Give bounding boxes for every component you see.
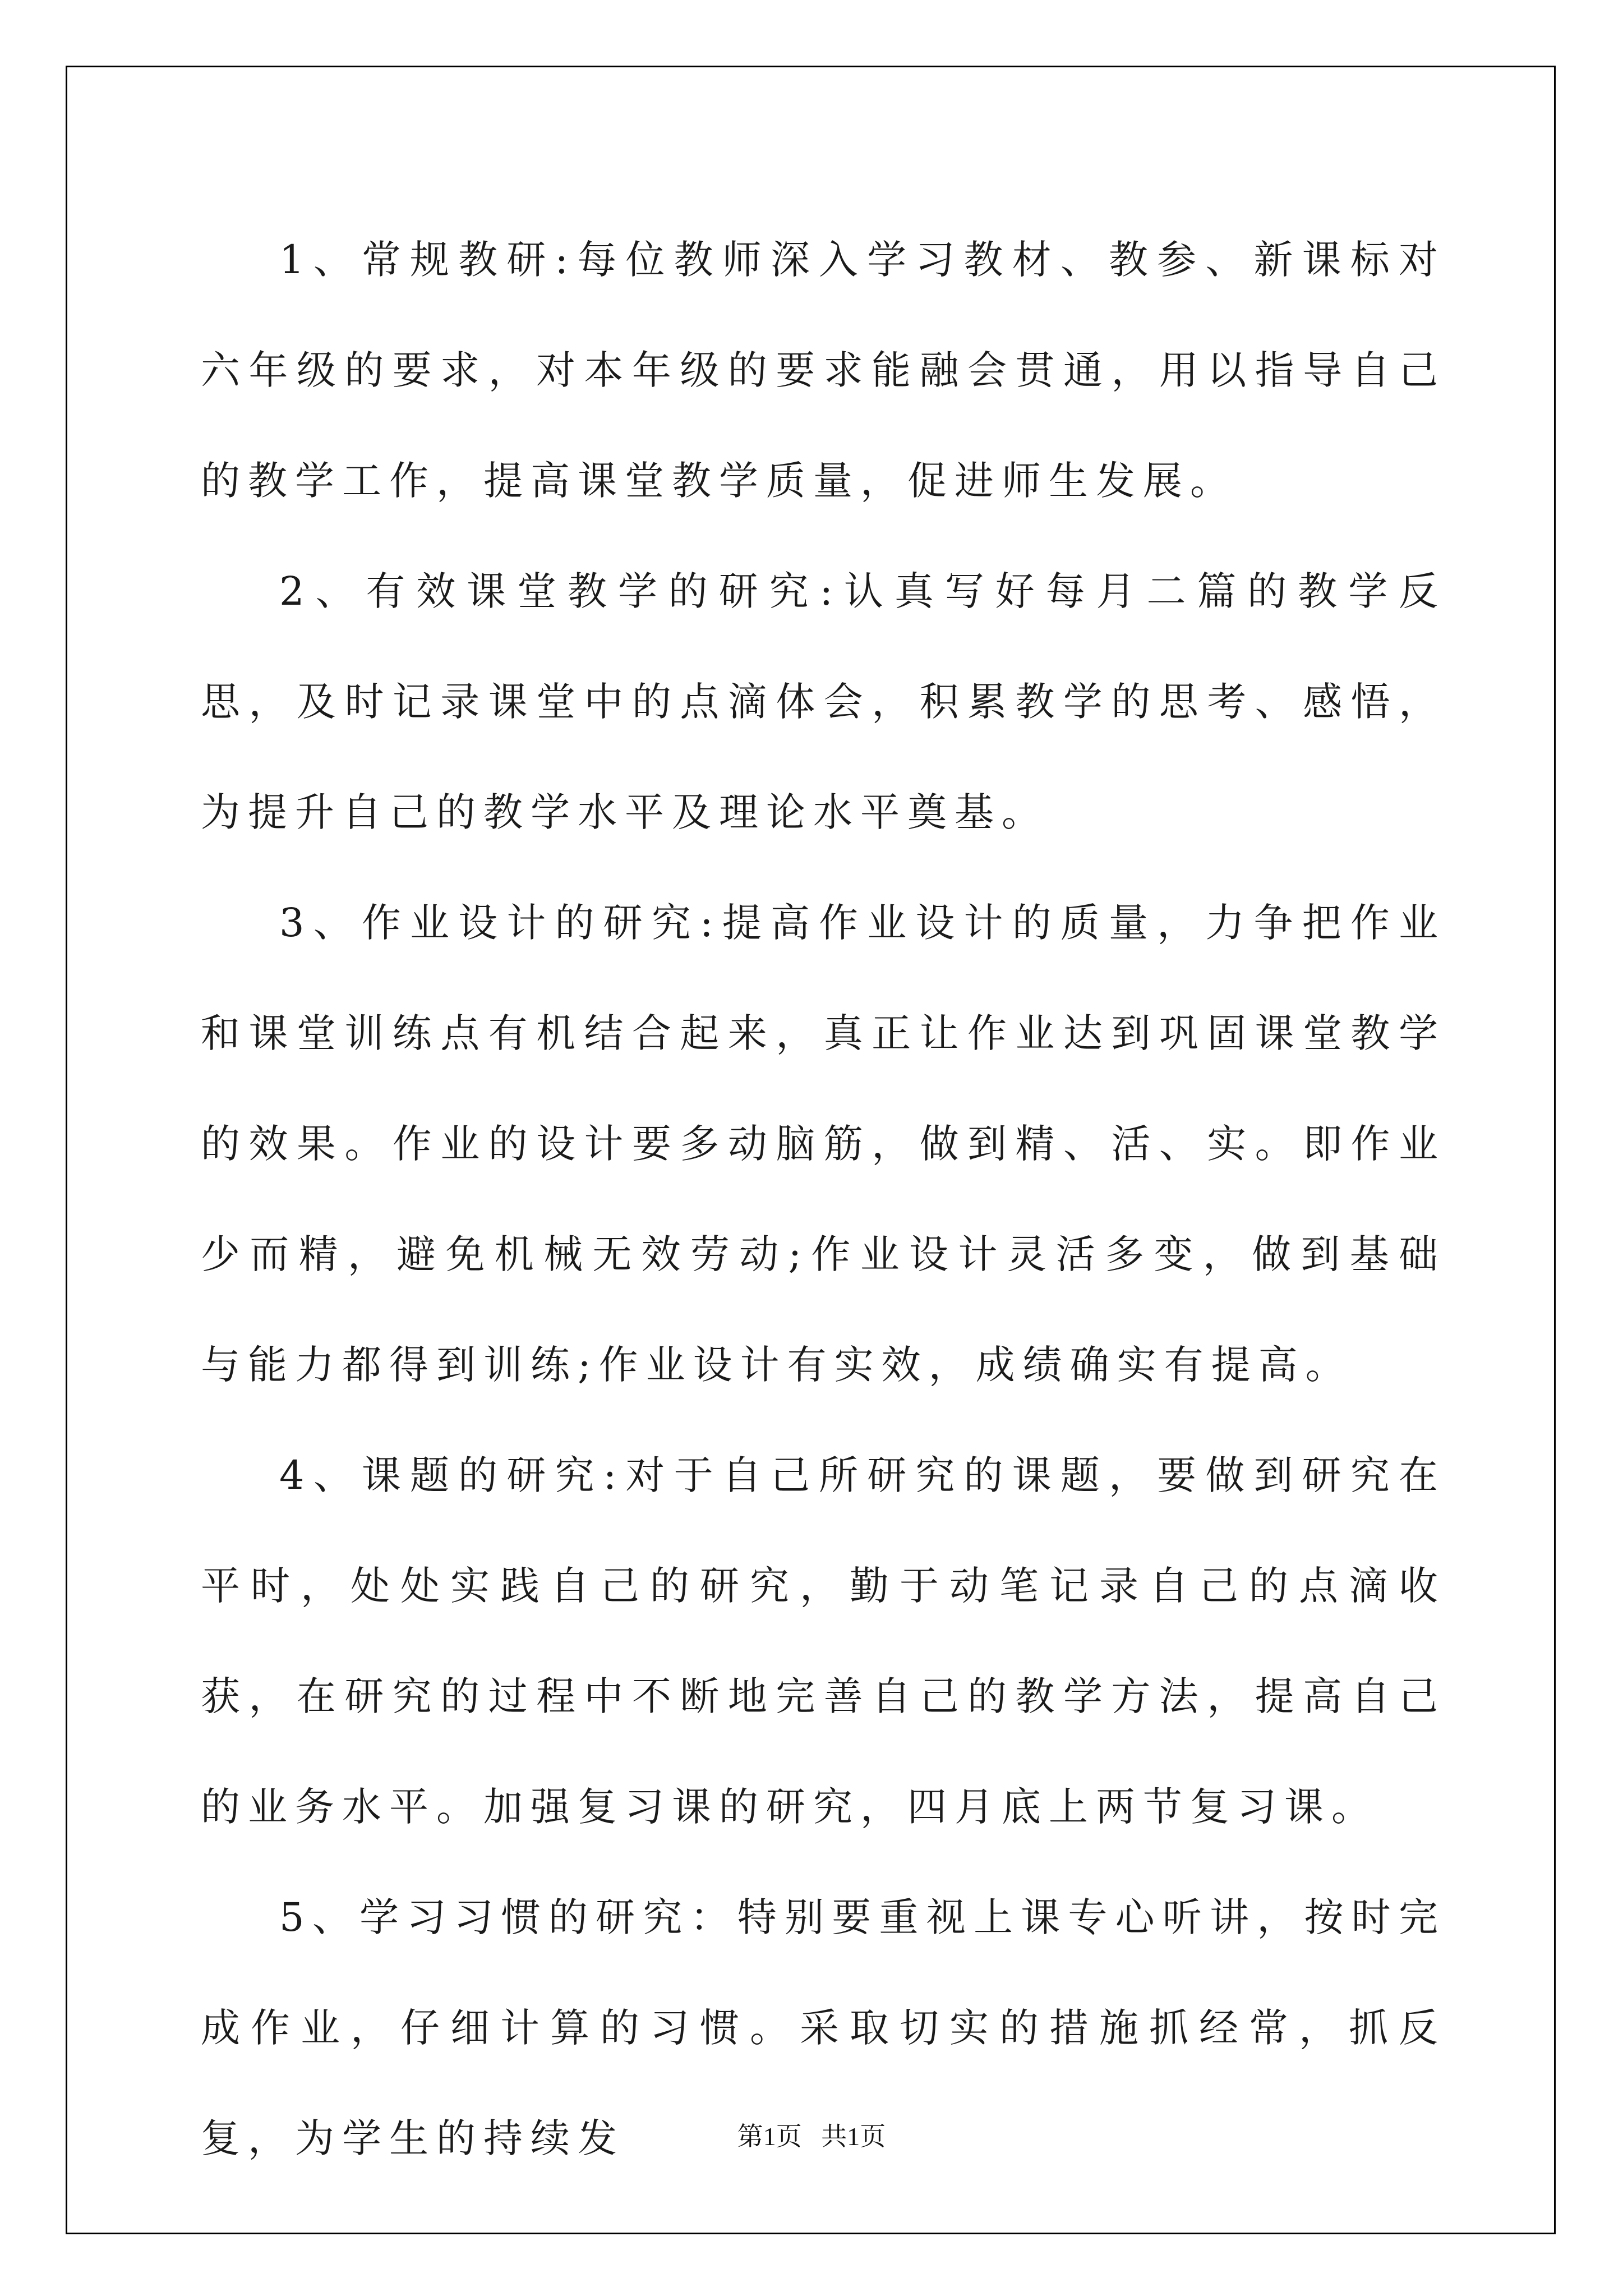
- paragraph-2: 2、有效课堂教学的研究:认真写好每月二篇的教学反思，及时记录课堂中的点滴体会，积累教学的思考、感悟，为提升自己的教学水平及理论水平奠基。: [201, 568, 1446, 835]
- paragraph-1: 1、常规教研:每位教师深入学习教材、教参、新课标对六年级的要求，对本年级的要求能融会贯通，用以指导自己的教学工作，提高课堂教学质量，促进师生发展。: [201, 237, 1446, 504]
- paragraph-4: 4、课题的研究:对于自己所研究的课题，要做到研究在平时，处处实践自己的研究，勤于动笔记录自己的点滴收获，在研究的过程中不断地完善自己的教学方法，提高自己的业务水平。加强复习课的研究，四月底上两节复习课。: [201, 1452, 1446, 1830]
- page-footer: [0, 2116, 1623, 2153]
- paragraph-5: 5、学习习惯的研究：特别要重视上课专心听讲，按时完成作业，仔细计算的习惯。采取切实的措施抓经常，抓反复，为学生的持续发: [201, 1894, 1446, 2161]
- document-body: [201, 205, 1446, 2194]
- paragraph-3: 3、作业设计的研究:提高作业设计的质量，力争把作业和课堂训练点有机结合起来，真正让作业达到巩固课堂教学的效果。作业的设计要多动脑筋，做到精、活、实。即作业少而精，避免机械无效劳动;作业设计灵活多变，做到基础与能力都得到训练;作业设计有实效，成绩确实有提高。: [201, 900, 1446, 1388]
- page-total: 共1页: [821, 2122, 886, 2151]
- page-number: 第1页: [737, 2122, 802, 2151]
